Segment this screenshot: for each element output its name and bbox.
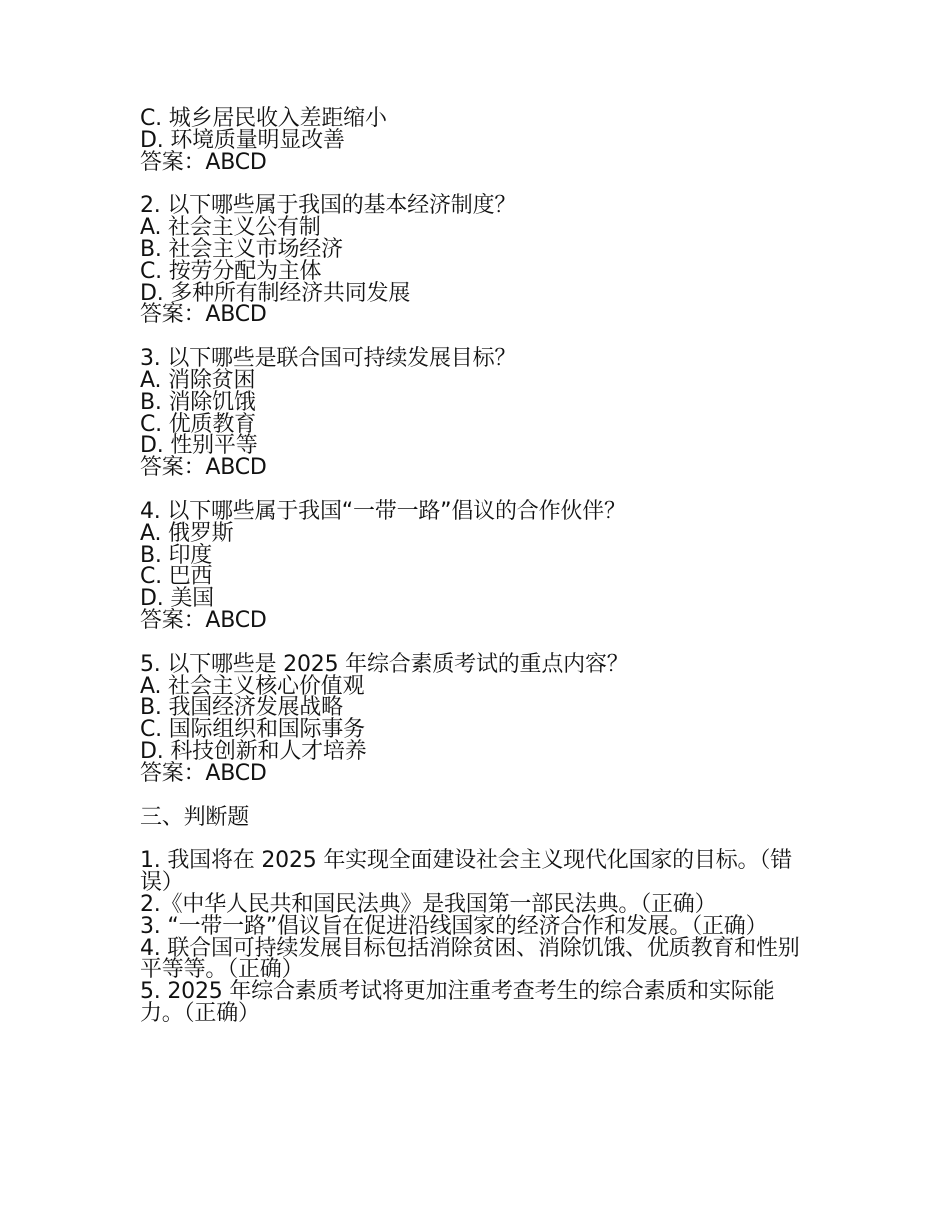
option-d: D. 美国 — [140, 586, 214, 612]
option-c: C. 国际组织和国际事务 — [140, 717, 365, 743]
true-false-item: 5. 2025 年综合素质考试将更加注重考查考生的综合素质和实际能力。（正确） — [140, 979, 775, 1026]
answer-line: 答案：ABCD — [140, 455, 267, 481]
option-a: A. 社会主义公有制 — [140, 215, 321, 241]
answer-line: 答案：ABCD — [140, 760, 267, 786]
true-false-item: 2.《中华人民共和国民法典》是我国第一部民法典。（正确） — [140, 891, 717, 917]
question-text: 2. 以下哪些属于我国的基本经济制度？ — [140, 193, 517, 219]
answer-line: 答案：ABCD — [140, 302, 267, 328]
question-text: 4. 以下哪些属于我国“一带一路”倡议的合作伙伴？ — [140, 498, 626, 524]
option-c: C. 按劳分配为主体 — [140, 258, 322, 284]
option-c: C. 巴西 — [140, 564, 213, 590]
document-page — [140, 108, 810, 1025]
option-b: B. 我国经济发展战略 — [140, 695, 343, 721]
question-block — [140, 195, 810, 326]
answer-line: 答案：ABCD — [140, 149, 267, 175]
question-text: 5. 以下哪些是 2025 年综合素质考试的重点内容？ — [140, 651, 629, 677]
option-a: A. 社会主义核心价值观 — [140, 673, 365, 699]
section-heading: 三、判断题 — [140, 804, 250, 830]
option-b: B. 印度 — [140, 542, 213, 568]
question-block — [140, 498, 810, 633]
option-b: B. 社会主义市场经济 — [140, 236, 343, 262]
option-b: B. 消除饥饿 — [140, 389, 256, 415]
true-false-list — [140, 850, 810, 1024]
true-false-item: 4. 联合国可持续发展目标包括消除贫困、消除饥饿、优质教育和性别平等等。（正确） — [140, 935, 800, 983]
option-c: C. 优质教育 — [140, 411, 256, 437]
question-text: 3. 以下哪些是联合国可持续发展目标？ — [140, 346, 517, 372]
true-false-item: 3. “一带一路”倡议旨在促进沿线国家的经济合作和发展。（正确） — [140, 913, 768, 939]
question-block — [140, 348, 810, 479]
option-a: A. 消除贫困 — [140, 367, 256, 393]
option-d: D. 多种所有制经济共同发展 — [140, 280, 411, 306]
answer-line: 答案：ABCD — [140, 607, 267, 633]
true-false-item: 1. 我国将在 2025 年实现全面建设社会主义现代化国家的目标。（错误） — [140, 848, 792, 896]
option-c: C. 城乡居民收入差距缩小 — [140, 106, 387, 131]
option-d: D. 环境质量明显改善 — [140, 127, 345, 153]
option-d: D. 科技创新和人才培养 — [140, 738, 367, 764]
option-d: D. 性别平等 — [140, 433, 258, 459]
option-a: A. 俄罗斯 — [140, 520, 234, 546]
question-block — [140, 651, 810, 786]
